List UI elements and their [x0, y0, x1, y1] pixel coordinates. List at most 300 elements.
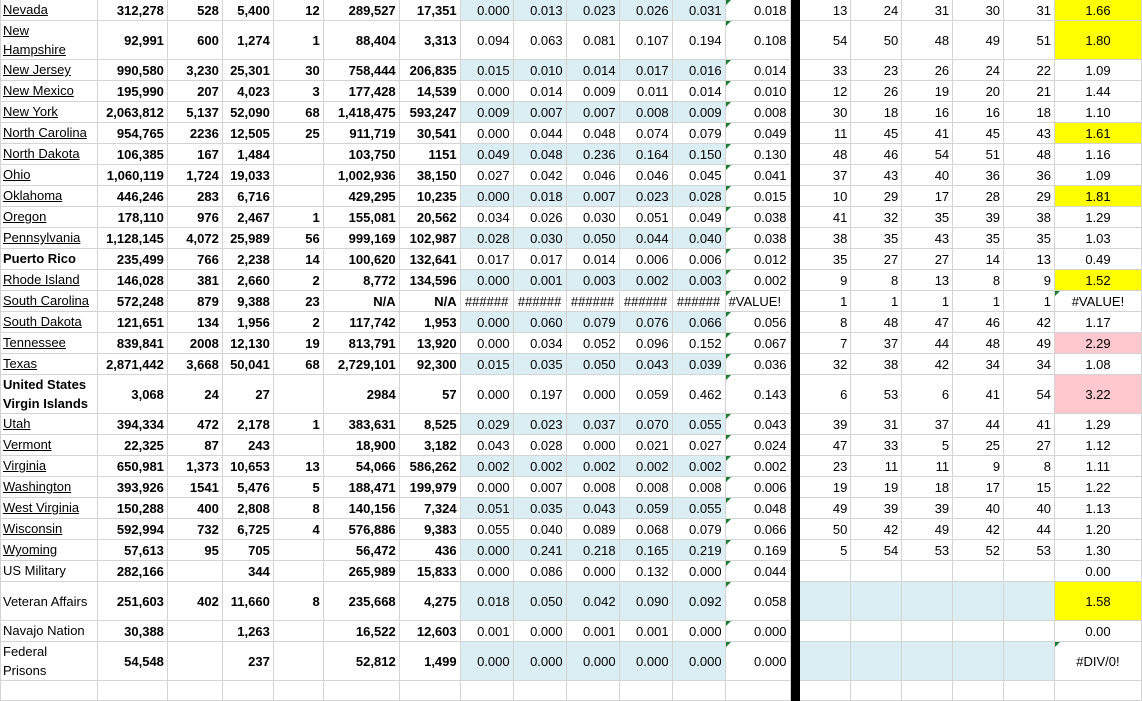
rank-cell[interactable]: [851, 621, 902, 642]
ratio-cell[interactable]: 1.09: [1054, 60, 1141, 81]
rate-cell[interactable]: 0.008: [566, 477, 619, 498]
average-cell[interactable]: 0.018: [725, 0, 790, 21]
count-cell[interactable]: 813,791: [323, 333, 399, 354]
average-cell[interactable]: 0.015: [725, 186, 790, 207]
count-cell[interactable]: 134,596: [399, 270, 460, 291]
rank-cell[interactable]: 49: [800, 498, 851, 519]
row-label-cell[interactable]: [1, 291, 98, 312]
rate-cell[interactable]: 0.060: [513, 312, 566, 333]
ratio-cell[interactable]: 1.52: [1054, 270, 1141, 291]
count-cell[interactable]: 5,400: [222, 0, 273, 21]
count-cell[interactable]: [167, 561, 222, 582]
rank-cell[interactable]: 46: [953, 312, 1004, 333]
rank-cell[interactable]: 27: [851, 249, 902, 270]
row-label-cell[interactable]: [1, 435, 98, 456]
rate-cell[interactable]: 0.028: [513, 435, 566, 456]
average-cell[interactable]: 0.067: [725, 333, 790, 354]
rate-cell[interactable]: 0.059: [619, 498, 672, 519]
rate-cell[interactable]: 0.027: [672, 435, 725, 456]
rate-cell[interactable]: 0.052: [566, 333, 619, 354]
count-cell[interactable]: 282,166: [97, 561, 167, 582]
count-cell[interactable]: 92,991: [97, 21, 167, 60]
rank-cell[interactable]: 40: [1004, 498, 1055, 519]
count-cell[interactable]: [273, 165, 323, 186]
average-cell[interactable]: 0.036: [725, 354, 790, 375]
rank-cell[interactable]: 39: [902, 498, 953, 519]
rank-cell[interactable]: 29: [1004, 186, 1055, 207]
rate-cell[interactable]: 0.046: [566, 165, 619, 186]
ratio-cell[interactable]: 2.29: [1054, 333, 1141, 354]
row-label-cell[interactable]: [1, 354, 98, 375]
rate-cell[interactable]: 0.000: [672, 561, 725, 582]
rate-cell[interactable]: 0.048: [513, 144, 566, 165]
count-cell[interactable]: 839,841: [97, 333, 167, 354]
count-cell[interactable]: 18,900: [323, 435, 399, 456]
rate-cell[interactable]: 0.035: [513, 354, 566, 375]
count-cell[interactable]: [273, 375, 323, 414]
rank-cell[interactable]: 50: [851, 21, 902, 60]
average-cell[interactable]: 0.024: [725, 435, 790, 456]
rank-cell[interactable]: 27: [1004, 435, 1055, 456]
count-cell[interactable]: 600: [167, 21, 222, 60]
rank-cell[interactable]: 34: [953, 354, 1004, 375]
rate-cell[interactable]: [619, 681, 672, 701]
ratio-cell[interactable]: 1.03: [1054, 228, 1141, 249]
count-cell[interactable]: 155,081: [323, 207, 399, 228]
rate-cell[interactable]: 0.000: [460, 642, 513, 681]
rank-cell[interactable]: 17: [902, 186, 953, 207]
count-cell[interactable]: 758,444: [323, 60, 399, 81]
count-cell[interactable]: 52,812: [323, 642, 399, 681]
rate-cell[interactable]: 0.074: [619, 123, 672, 144]
row-label-cell[interactable]: [1, 102, 98, 123]
rate-cell[interactable]: 0.007: [513, 477, 566, 498]
rank-cell[interactable]: 19: [851, 477, 902, 498]
rank-cell[interactable]: 11: [800, 123, 851, 144]
rank-cell[interactable]: 14: [953, 249, 1004, 270]
rate-cell[interactable]: 0.236: [566, 144, 619, 165]
rank-cell[interactable]: 30: [800, 102, 851, 123]
rank-cell[interactable]: 21: [1004, 81, 1055, 102]
rank-cell[interactable]: 35: [851, 228, 902, 249]
count-cell[interactable]: 3,230: [167, 60, 222, 81]
count-cell[interactable]: 132,641: [399, 249, 460, 270]
rank-cell[interactable]: 35: [902, 207, 953, 228]
rank-cell[interactable]: 11: [851, 456, 902, 477]
rank-cell[interactable]: 53: [1004, 540, 1055, 561]
rank-cell[interactable]: [902, 681, 953, 701]
count-cell[interactable]: 1151: [399, 144, 460, 165]
rate-cell[interactable]: 0.028: [672, 186, 725, 207]
count-cell[interactable]: 766: [167, 249, 222, 270]
rate-cell[interactable]: 0.009: [672, 102, 725, 123]
ratio-cell[interactable]: 0.00: [1054, 621, 1141, 642]
count-cell[interactable]: 14,539: [399, 81, 460, 102]
rate-cell[interactable]: 0.000: [566, 642, 619, 681]
rate-cell[interactable]: 0.017: [460, 249, 513, 270]
rank-cell[interactable]: [800, 681, 851, 701]
rank-cell[interactable]: 28: [953, 186, 1004, 207]
count-cell[interactable]: 1: [273, 207, 323, 228]
count-cell[interactable]: 100,620: [323, 249, 399, 270]
rank-cell[interactable]: 41: [953, 375, 1004, 414]
count-cell[interactable]: 207: [167, 81, 222, 102]
rate-cell[interactable]: 0.007: [566, 186, 619, 207]
rate-cell[interactable]: 0.000: [460, 312, 513, 333]
count-cell[interactable]: 10,235: [399, 186, 460, 207]
count-cell[interactable]: 95: [167, 540, 222, 561]
row-label-cell[interactable]: [1, 186, 98, 207]
ratio-cell[interactable]: #VALUE!: [1054, 291, 1141, 312]
rate-cell[interactable]: 0.000: [460, 270, 513, 291]
rate-cell[interactable]: 0.164: [619, 144, 672, 165]
rate-cell[interactable]: [460, 681, 513, 701]
rate-cell[interactable]: 0.051: [619, 207, 672, 228]
rate-cell[interactable]: 0.000: [566, 561, 619, 582]
rate-cell[interactable]: 0.008: [619, 477, 672, 498]
average-cell[interactable]: 0.012: [725, 249, 790, 270]
rank-cell[interactable]: 44: [1004, 519, 1055, 540]
rank-cell[interactable]: [851, 642, 902, 681]
count-cell[interactable]: [167, 642, 222, 681]
rate-cell[interactable]: 0.029: [460, 414, 513, 435]
rank-cell[interactable]: 47: [800, 435, 851, 456]
count-cell[interactable]: 528: [167, 0, 222, 21]
rate-cell[interactable]: 0.001: [460, 621, 513, 642]
rank-cell[interactable]: 8: [851, 270, 902, 291]
count-cell[interactable]: [273, 435, 323, 456]
count-cell[interactable]: 25,989: [222, 228, 273, 249]
rank-cell[interactable]: 41: [800, 207, 851, 228]
count-cell[interactable]: 705: [222, 540, 273, 561]
rate-cell[interactable]: 0.023: [566, 0, 619, 21]
rank-cell[interactable]: [902, 642, 953, 681]
row-label-link[interactable]: Tennessee: [3, 335, 66, 350]
count-cell[interactable]: 235,668: [323, 582, 399, 621]
rank-cell[interactable]: 26: [851, 81, 902, 102]
count-cell[interactable]: 8,772: [323, 270, 399, 291]
count-cell[interactable]: 265,989: [323, 561, 399, 582]
rate-cell[interactable]: 0.043: [566, 498, 619, 519]
row-label-cell[interactable]: [1, 165, 98, 186]
rank-cell[interactable]: 31: [902, 0, 953, 21]
rank-cell[interactable]: 18: [1004, 102, 1055, 123]
count-cell[interactable]: [167, 621, 222, 642]
row-label-cell[interactable]: [1, 21, 98, 60]
row-label-cell[interactable]: [1, 477, 98, 498]
rate-cell[interactable]: 0.014: [672, 81, 725, 102]
rate-cell[interactable]: 0.042: [566, 582, 619, 621]
count-cell[interactable]: [222, 681, 273, 701]
count-cell[interactable]: 13: [273, 456, 323, 477]
count-cell[interactable]: 4,072: [167, 228, 222, 249]
count-cell[interactable]: 2984: [323, 375, 399, 414]
rate-cell[interactable]: 0.049: [460, 144, 513, 165]
rate-cell[interactable]: 0.023: [513, 414, 566, 435]
rank-cell[interactable]: 27: [902, 249, 953, 270]
ratio-cell[interactable]: #DIV/0!: [1054, 642, 1141, 681]
row-label-cell[interactable]: [1, 0, 98, 21]
average-cell[interactable]: 0.008: [725, 102, 790, 123]
rank-cell[interactable]: 35: [953, 228, 1004, 249]
rate-cell[interactable]: 0.000: [513, 621, 566, 642]
count-cell[interactable]: [273, 144, 323, 165]
average-cell[interactable]: 0.041: [725, 165, 790, 186]
count-cell[interactable]: 1,499: [399, 642, 460, 681]
rank-cell[interactable]: 33: [851, 435, 902, 456]
rank-cell[interactable]: [800, 621, 851, 642]
count-cell[interactable]: 7,324: [399, 498, 460, 519]
rank-cell[interactable]: 54: [902, 144, 953, 165]
count-cell[interactable]: 1,484: [222, 144, 273, 165]
count-cell[interactable]: 976: [167, 207, 222, 228]
count-cell[interactable]: 167: [167, 144, 222, 165]
count-cell[interactable]: 140,156: [323, 498, 399, 519]
count-cell[interactable]: 393,926: [97, 477, 167, 498]
row-label-link[interactable]: Nevada: [3, 2, 48, 17]
rank-cell[interactable]: 48: [953, 333, 1004, 354]
count-cell[interactable]: 188,471: [323, 477, 399, 498]
rate-cell[interactable]: 0.014: [566, 60, 619, 81]
ratio-cell[interactable]: 1.09: [1054, 165, 1141, 186]
count-cell[interactable]: 2,660: [222, 270, 273, 291]
rate-cell[interactable]: 0.107: [619, 21, 672, 60]
rank-cell[interactable]: 54: [1004, 375, 1055, 414]
rank-cell[interactable]: [1004, 642, 1055, 681]
rank-cell[interactable]: 23: [851, 60, 902, 81]
average-cell[interactable]: 0.048: [725, 498, 790, 519]
row-label-cell[interactable]: [1, 81, 98, 102]
rate-cell[interactable]: 0.000: [460, 0, 513, 21]
count-cell[interactable]: [399, 681, 460, 701]
count-cell[interactable]: 3,668: [167, 354, 222, 375]
rate-cell[interactable]: 0.096: [619, 333, 672, 354]
rank-cell[interactable]: [1004, 681, 1055, 701]
rank-cell[interactable]: 37: [800, 165, 851, 186]
rate-cell[interactable]: 0.030: [513, 228, 566, 249]
rate-cell[interactable]: 0.132: [619, 561, 672, 582]
rank-cell[interactable]: 31: [1004, 0, 1055, 21]
rank-cell[interactable]: 36: [953, 165, 1004, 186]
rank-cell[interactable]: [953, 642, 1004, 681]
rate-cell[interactable]: ######: [619, 291, 672, 312]
count-cell[interactable]: 14: [273, 249, 323, 270]
count-cell[interactable]: 593,247: [399, 102, 460, 123]
count-cell[interactable]: 12,505: [222, 123, 273, 144]
rank-cell[interactable]: 1: [800, 291, 851, 312]
rate-cell[interactable]: 0.043: [460, 435, 513, 456]
rank-cell[interactable]: 51: [953, 144, 1004, 165]
rank-cell[interactable]: [953, 681, 1004, 701]
count-cell[interactable]: 11,660: [222, 582, 273, 621]
count-cell[interactable]: 10,653: [222, 456, 273, 477]
rate-cell[interactable]: 0.023: [619, 186, 672, 207]
rate-cell[interactable]: 0.039: [672, 354, 725, 375]
rank-cell[interactable]: 53: [851, 375, 902, 414]
rate-cell[interactable]: 0.000: [460, 540, 513, 561]
rate-cell[interactable]: 0.026: [619, 0, 672, 21]
rank-cell[interactable]: 18: [851, 102, 902, 123]
row-label-link[interactable]: Washington: [3, 479, 72, 494]
count-cell[interactable]: 1541: [167, 477, 222, 498]
rate-cell[interactable]: 0.017: [619, 60, 672, 81]
ratio-cell[interactable]: 0.00: [1054, 561, 1141, 582]
rate-cell[interactable]: 0.152: [672, 333, 725, 354]
count-cell[interactable]: 1,724: [167, 165, 222, 186]
row-label-link[interactable]: South Carolina: [3, 293, 89, 308]
count-cell[interactable]: 30,388: [97, 621, 167, 642]
rate-cell[interactable]: 0.014: [513, 81, 566, 102]
count-cell[interactable]: [273, 561, 323, 582]
rate-cell[interactable]: 0.000: [460, 375, 513, 414]
count-cell[interactable]: 879: [167, 291, 222, 312]
average-cell[interactable]: 0.056: [725, 312, 790, 333]
rate-cell[interactable]: 0.035: [513, 498, 566, 519]
count-cell[interactable]: 19: [273, 333, 323, 354]
rate-cell[interactable]: [513, 681, 566, 701]
count-cell[interactable]: 13,920: [399, 333, 460, 354]
row-label-link[interactable]: Oklahoma: [3, 188, 63, 203]
rank-cell[interactable]: 1: [1004, 291, 1055, 312]
rate-cell[interactable]: [672, 681, 725, 701]
count-cell[interactable]: 27: [222, 375, 273, 414]
rate-cell[interactable]: 0.055: [460, 519, 513, 540]
rank-cell[interactable]: 51: [1004, 21, 1055, 60]
rank-cell[interactable]: 52: [953, 540, 1004, 561]
rank-cell[interactable]: 30: [953, 0, 1004, 21]
row-label-cell[interactable]: [1, 312, 98, 333]
rate-cell[interactable]: 0.001: [566, 621, 619, 642]
rate-cell[interactable]: 0.194: [672, 21, 725, 60]
rank-cell[interactable]: 54: [800, 21, 851, 60]
count-cell[interactable]: 1,002,936: [323, 165, 399, 186]
count-cell[interactable]: 20,562: [399, 207, 460, 228]
rate-cell[interactable]: 0.045: [672, 165, 725, 186]
rank-cell[interactable]: 23: [800, 456, 851, 477]
row-label-cell[interactable]: [1, 144, 98, 165]
count-cell[interactable]: [167, 681, 222, 701]
count-cell[interactable]: 4: [273, 519, 323, 540]
count-cell[interactable]: 12: [273, 0, 323, 21]
average-cell[interactable]: 0.002: [725, 456, 790, 477]
rank-cell[interactable]: [800, 561, 851, 582]
rank-cell[interactable]: 48: [851, 312, 902, 333]
rate-cell[interactable]: 0.197: [513, 375, 566, 414]
count-cell[interactable]: 134: [167, 312, 222, 333]
rate-cell[interactable]: 0.009: [460, 102, 513, 123]
rate-cell[interactable]: 0.010: [513, 60, 566, 81]
count-cell[interactable]: 16,522: [323, 621, 399, 642]
count-cell[interactable]: 117,742: [323, 312, 399, 333]
count-cell[interactable]: 5,476: [222, 477, 273, 498]
count-cell[interactable]: 990,580: [97, 60, 167, 81]
rank-cell[interactable]: 41: [902, 123, 953, 144]
count-cell[interactable]: 436: [399, 540, 460, 561]
rank-cell[interactable]: [851, 582, 902, 621]
rank-cell[interactable]: 17: [953, 477, 1004, 498]
rate-cell[interactable]: 0.046: [619, 165, 672, 186]
count-cell[interactable]: 54,548: [97, 642, 167, 681]
rank-cell[interactable]: 29: [851, 186, 902, 207]
rate-cell[interactable]: 0.040: [513, 519, 566, 540]
rate-cell[interactable]: 0.018: [460, 582, 513, 621]
ratio-cell[interactable]: 3.22: [1054, 375, 1141, 414]
rate-cell[interactable]: 0.000: [619, 642, 672, 681]
count-cell[interactable]: 394,334: [97, 414, 167, 435]
row-label-link[interactable]: New Jersey: [3, 62, 71, 77]
count-cell[interactable]: 50,041: [222, 354, 273, 375]
rank-cell[interactable]: [800, 642, 851, 681]
rank-cell[interactable]: 48: [1004, 144, 1055, 165]
rank-cell[interactable]: 35: [800, 249, 851, 270]
count-cell[interactable]: 954,765: [97, 123, 167, 144]
count-cell[interactable]: [273, 681, 323, 701]
count-cell[interactable]: 400: [167, 498, 222, 519]
rate-cell[interactable]: 0.150: [672, 144, 725, 165]
count-cell[interactable]: 102,987: [399, 228, 460, 249]
count-cell[interactable]: 4,023: [222, 81, 273, 102]
rank-cell[interactable]: [800, 582, 851, 621]
row-label-link[interactable]: Oregon: [3, 209, 47, 224]
rate-cell[interactable]: 0.000: [513, 642, 566, 681]
row-label-cell[interactable]: [1, 228, 98, 249]
rank-cell[interactable]: 39: [851, 498, 902, 519]
count-cell[interactable]: 2,063,812: [97, 102, 167, 123]
count-cell[interactable]: 3,313: [399, 21, 460, 60]
average-cell[interactable]: #VALUE!: [725, 291, 790, 312]
rank-cell[interactable]: 24: [851, 0, 902, 21]
row-label-link[interactable]: West Virginia: [3, 500, 80, 515]
rate-cell[interactable]: 0.089: [566, 519, 619, 540]
row-label-link[interactable]: Virginia: [3, 458, 47, 473]
average-cell[interactable]: 0.006: [725, 477, 790, 498]
rank-cell[interactable]: 32: [851, 207, 902, 228]
rate-cell[interactable]: 0.070: [619, 414, 672, 435]
rank-cell[interactable]: 43: [902, 228, 953, 249]
rank-cell[interactable]: 42: [851, 519, 902, 540]
rank-cell[interactable]: 26: [902, 60, 953, 81]
rank-cell[interactable]: 13: [800, 0, 851, 21]
rate-cell[interactable]: 0.006: [619, 249, 672, 270]
row-label-cell[interactable]: [1, 333, 98, 354]
rank-cell[interactable]: 38: [1004, 207, 1055, 228]
row-label-cell[interactable]: [1, 582, 98, 621]
rate-cell[interactable]: 0.000: [566, 435, 619, 456]
count-cell[interactable]: 283: [167, 186, 222, 207]
ratio-cell[interactable]: 1.22: [1054, 477, 1141, 498]
ratio-cell[interactable]: 1.29: [1054, 207, 1141, 228]
rank-cell[interactable]: 43: [851, 165, 902, 186]
row-label-link[interactable]: North Carolina: [3, 125, 87, 140]
rank-cell[interactable]: 15: [1004, 477, 1055, 498]
count-cell[interactable]: 56,472: [323, 540, 399, 561]
ratio-cell[interactable]: 1.13: [1054, 498, 1141, 519]
row-label-cell[interactable]: [1, 498, 98, 519]
rank-cell[interactable]: 40: [953, 498, 1004, 519]
rate-cell[interactable]: 0.068: [619, 519, 672, 540]
row-label-link[interactable]: Pennsylvania: [3, 230, 81, 245]
count-cell[interactable]: 381: [167, 270, 222, 291]
rank-cell[interactable]: 34: [1004, 354, 1055, 375]
ratio-cell[interactable]: 1.61: [1054, 123, 1141, 144]
rate-cell[interactable]: 0.013: [513, 0, 566, 21]
row-label-cell[interactable]: [1, 375, 98, 414]
rank-cell[interactable]: 49: [902, 519, 953, 540]
count-cell[interactable]: [323, 681, 399, 701]
rate-cell[interactable]: 0.079: [566, 312, 619, 333]
rank-cell[interactable]: 19: [800, 477, 851, 498]
rate-cell[interactable]: 0.002: [566, 456, 619, 477]
